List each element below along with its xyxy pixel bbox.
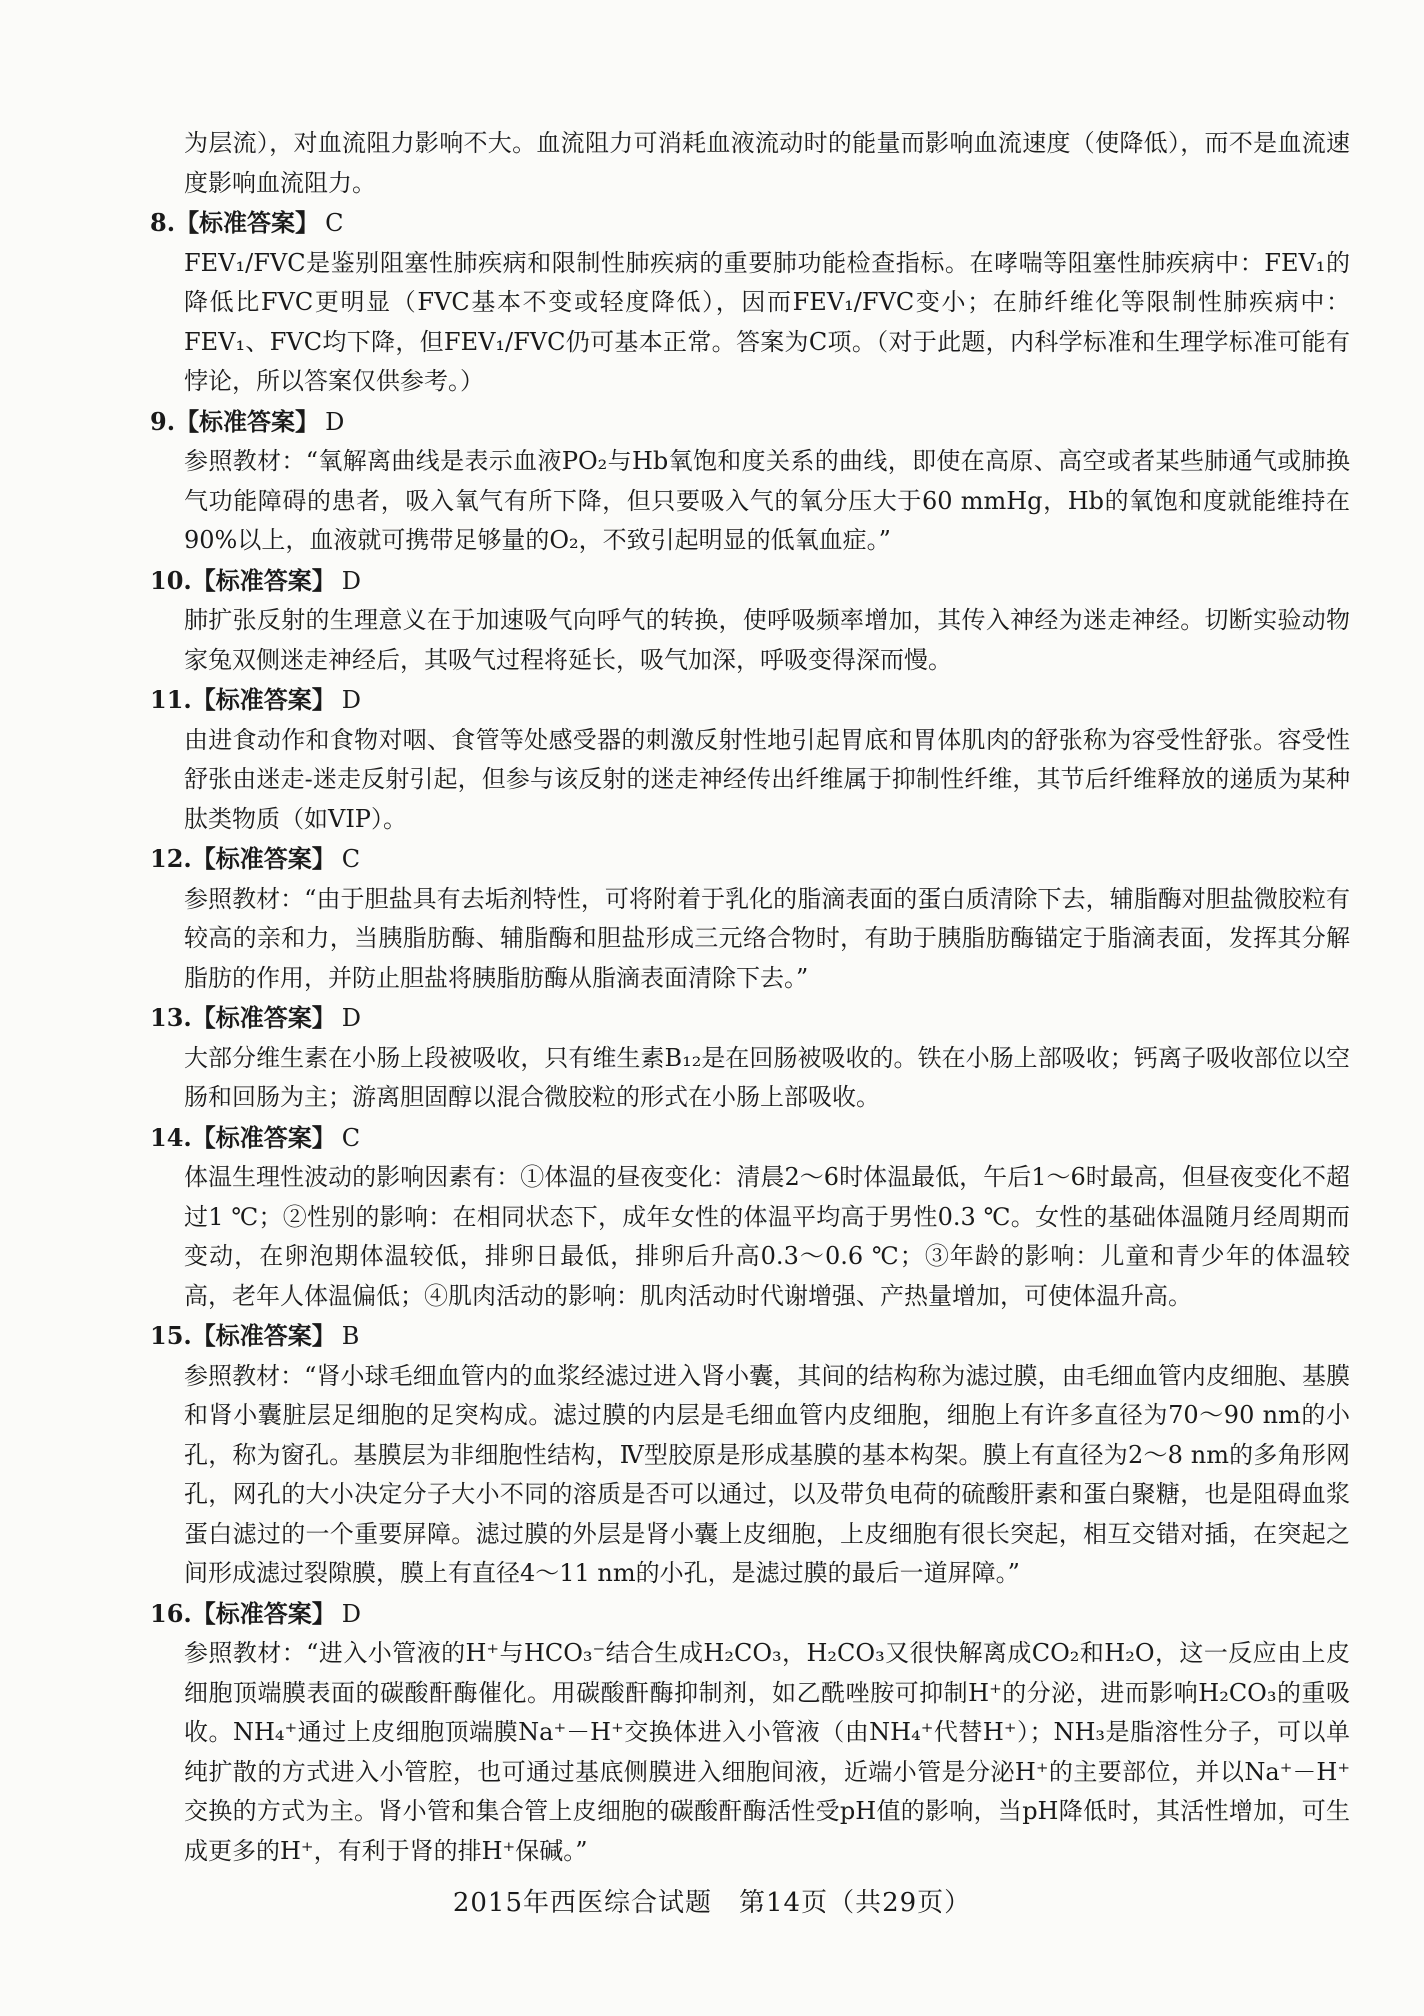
- explanation-paragraph: 体温生理性波动的影响因素有：①体温的昼夜变化：清晨2～6时体温最低，午后1～6时最高，但昼夜变化不超过1 ℃；②性别的影响：在相同状态下，成年女性的体温平均高于男性0.3 ℃。女性的基础体温随月经周期而变动，在卵泡期体温较低，排卵日最低，排卵后升高0.3～0.6 ℃；③年龄的影响：儿童和青少年的体温较高，老年人体温偏低；④肌肉活动的影响：肌肉活动时代谢增强、产热量增加，可使体温升高。: [184, 1163, 1350, 1310]
- answer-letter: D: [341, 1599, 362, 1628]
- question-header: 16.【标准答案】 D: [150, 1598, 362, 1628]
- explanation-paragraph: 参照教材：“由于胆盐具有去垢剂特性，可将附着于乳化的脂滴表面的蛋白质清除下去，辅脂酶对胆盐微胶粒有较高的亲和力，当胰脂肪酶、辅脂酶和胆盐形成三元络合物时，有助于胰脂肪酶锚定于脂滴表面，发挥其分解脂肪的作用，并防止胆盐将胰脂肪酶从脂滴表面清除下去。”: [184, 884, 1350, 992]
- question-header: 8.【标准答案】 C: [150, 208, 344, 237]
- explanation-paragraph: 参照教材：“氧解离曲线是表示血液PO₂与Hb氧饱和度关系的曲线，即使在高原、高空或者某些肺通气或肺换气功能障碍的患者，吸入氧气有所下降，但只要吸入气的氧分压大于60 mmHg，Hb的氧饱和度就能维持在90%以上，血液就可携带足够量的O₂，不致引起明显的低氧血症。”: [184, 447, 1350, 554]
- answer-block-14: [150, 1118, 1350, 1317]
- explanation-paragraph: 由进食动作和食物对咽、食管等处感受器的刺激反射性地引起胃底和胃体肌肉的舒张称为容受性舒张。容受性舒张由迷走-迷走反射引起，但参与该反射的迷走神经传出纤维属于抑制性纤维，其节后纤维释放的递质为某种肽类物质（如VIP）。: [184, 725, 1350, 833]
- explanation-paragraph: 大部分维生素在小肠上段被吸收，只有维生素B₁₂是在回肠被吸收的。铁在小肠上部吸收；钙离子吸收部位以空肠和回肠为主；游离胆固醇以混合微胶粒的形式在小肠上部吸收。: [184, 1043, 1350, 1111]
- question-header: 12.【标准答案】 C: [150, 844, 361, 873]
- question-header: 10.【标准答案】 D: [150, 565, 362, 595]
- answer-letter: D: [341, 566, 362, 595]
- answer-letter: C: [341, 845, 361, 873]
- explanation-paragraph: 肺扩张反射的生理意义在于加速吸气向呼气的转换，使呼吸频率增加，其传入神经为迷走神经。切断实验动物家兔双侧迷走神经后，其吸气过程将延长，吸气加深，呼吸变得深而慢。: [184, 606, 1350, 674]
- answer-block-16: [150, 1594, 1350, 1872]
- answer-block-13: [150, 998, 1350, 1118]
- answer-block-9: [150, 402, 1350, 561]
- page-footer: 2015年西医综合试题 第14页（共29页）: [452, 1888, 972, 1918]
- answer-block-10: [150, 561, 1350, 681]
- answer-content: [150, 124, 1350, 1871]
- answer-block-11: [150, 680, 1350, 839]
- question-header: 13.【标准答案】 D: [150, 1003, 362, 1032]
- question-header: 15.【标准答案】 B: [150, 1321, 360, 1350]
- answer-letter: B: [341, 1322, 360, 1350]
- answer-letter: D: [325, 407, 345, 436]
- answer-letter: C: [341, 1123, 361, 1152]
- answer-letter: D: [341, 1004, 362, 1032]
- continued-paragraph: 为层流），对血流阻力影响不大。血流阻力可消耗血液流动时的能量而影响血流速度（使降低），而不是血流速度影响血流阻力。: [184, 129, 1350, 197]
- question-header: 9.【标准答案】 D: [150, 406, 345, 436]
- question-header: 11.【标准答案】 D: [150, 685, 362, 714]
- answer-letter: C: [325, 209, 344, 237]
- answer-block-12: [150, 839, 1350, 998]
- answer-block-15: [150, 1316, 1350, 1594]
- explanation-paragraph: 参照教材：“肾小球毛细血管内的血浆经滤过进入肾小囊，其间的结构称为滤过膜，由毛细血管内皮细胞、基膜和肾小囊脏层足细胞的足突构成。滤过膜的内层是毛细血管内皮细胞，细胞上有许多直径为70～90 nm的小孔，称为窗孔。基膜层为非细胞性结构，Ⅳ型胶原是形成基膜的基本构架。膜上有直径为2～8 nm的多角形网孔，网孔的大小决定分子大小不同的溶质是否可以通过，以及带负电荷的硫酸肝素和蛋白聚糖，也是阻碍血浆蛋白滤过的一个重要屏障。滤过膜的外层是肾小囊上皮细胞，上皮细胞有很长突起，相互交错对插，在突起之间形成滤过裂隙膜，膜上有直径4～11 nm的小孔，是滤过膜的最后一道屏障。”: [184, 1361, 1350, 1587]
- answer-letter: D: [341, 686, 362, 714]
- answer-block-8: [150, 203, 1350, 402]
- explanation-paragraph: 参照教材：“进入小管液的H⁺与HCO₃⁻结合生成H₂CO₃，H₂CO₃又很快解离成CO₂和H₂O，这一反应由上皮细胞顶端膜表面的碳酸酐酶催化。用碳酸酐酶抑制剂，如乙酰唑胺可抑制H⁺的分泌，进而影响H₂CO₃的重吸收。NH₄⁺通过上皮细胞顶端膜Na⁺－H⁺交换体进入小管液（由NH₄⁺代替H⁺）；NH₃是脂溶性分子，可以单纯扩散的方式进入小管腔，也可通过基底侧膜进入细胞间液，近端小管是分泌H⁺的主要部位，并以Na⁺－H⁺交换的方式为主。肾小管和集合管上皮细胞的碳酸酐酶活性受pH值的影响，当pH降低时，其活性增加，可生成更多的H⁺，有利于肾的排H⁺保碱。”: [184, 1639, 1350, 1865]
- question-header: 14.【标准答案】 C: [150, 1122, 361, 1152]
- explanation-paragraph: FEV₁/FVC是鉴别阻塞性肺疾病和限制性肺疾病的重要肺功能检查指标。在哮喘等阻塞性肺疾病中：FEV₁的降低比FVC更明显（FVC基本不变或轻度降低），因而FEV₁/FVC变小；在肺纤维化等限制性肺疾病中：FEV₁、FVC均下降，但FEV₁/FVC仍可基本正常。答案为C项。（对于此题，内科学标准和生理学标准可能有悖论，所以答案仅供参考。）: [184, 248, 1350, 395]
